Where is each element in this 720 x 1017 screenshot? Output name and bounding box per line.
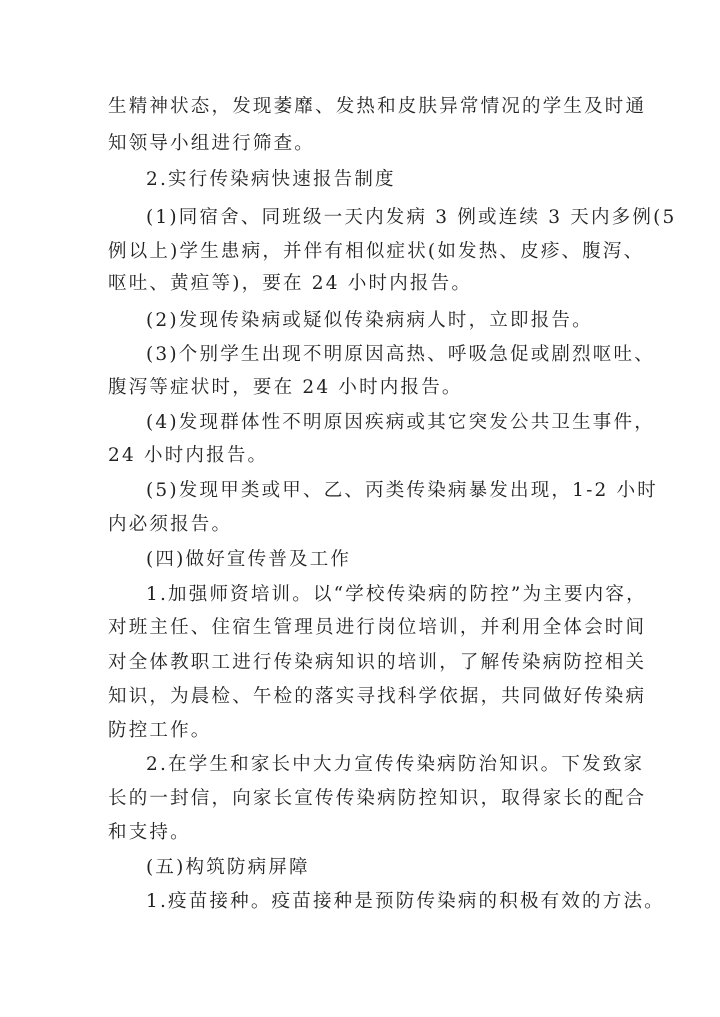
text-line: 对班主任、住宿生管理员进行岗位培训，并利用全体会时间: [108, 617, 647, 638]
text-line: 对全体教职工进行传染病知识的培训，了解传染病防控相关: [108, 652, 647, 673]
text-line: 2.在学生和家长中大力宣传传染病防治知识。下发致家: [146, 754, 645, 775]
section-heading: 2.实行传染病快速报告制度: [146, 169, 396, 190]
text-line: 防控工作。: [108, 720, 212, 741]
text-line: 和支持。: [108, 822, 191, 843]
text-line: 生精神状态，发现萎靡、发热和皮肤异常情况的学生及时通: [108, 96, 647, 117]
section-heading: (四)做好宣传普及工作: [146, 549, 352, 570]
text-line: (2)发现传染病或疑似传染病病人时，立即报告。: [146, 310, 593, 331]
text-line: 例以上)学生患病，并伴有相似症状(如发热、皮疹、腹泻、: [108, 241, 645, 262]
text-line: 内必须报告。: [108, 514, 233, 535]
text-line: 知领导小组进行筛查。: [108, 133, 316, 154]
text-line: 24 小时内报告。: [108, 445, 269, 466]
text-line: 1.疫苗接种。疫苗接种是预防传染病的积极有效的方法。: [146, 891, 665, 912]
text-line: (4)发现群体性不明原因疾病或其它突发公共卫生事件，: [146, 412, 655, 433]
text-line: 腹泻等症状时，要在 24 小时内报告。: [108, 377, 463, 398]
section-heading: (五)构筑防病屏障: [146, 857, 310, 878]
text-line: 1.加强师资培训。以“学校传染病的防控”为主要内容，: [146, 584, 647, 605]
text-line: (5)发现甲类或甲、乙、丙类传染病暴发出现，1-2 小时: [146, 480, 658, 501]
text-line: 呕吐、黄疸等)，要在 24 小时内报告。: [108, 273, 473, 294]
text-line: 长的一封信，向家长宣传传染病防控知识，取得家长的配合: [108, 788, 647, 809]
text-line: (3)个别学生出现不明原因高热、呼吸急促或剧烈呕吐、: [146, 344, 655, 365]
text-line: 知识，为晨检、午检的落实寻找科学依据，共同做好传染病: [108, 686, 647, 707]
text-line: (1)同宿舍、同班级一天内发病 3 例或连续 3 天内多例(5: [146, 207, 677, 228]
